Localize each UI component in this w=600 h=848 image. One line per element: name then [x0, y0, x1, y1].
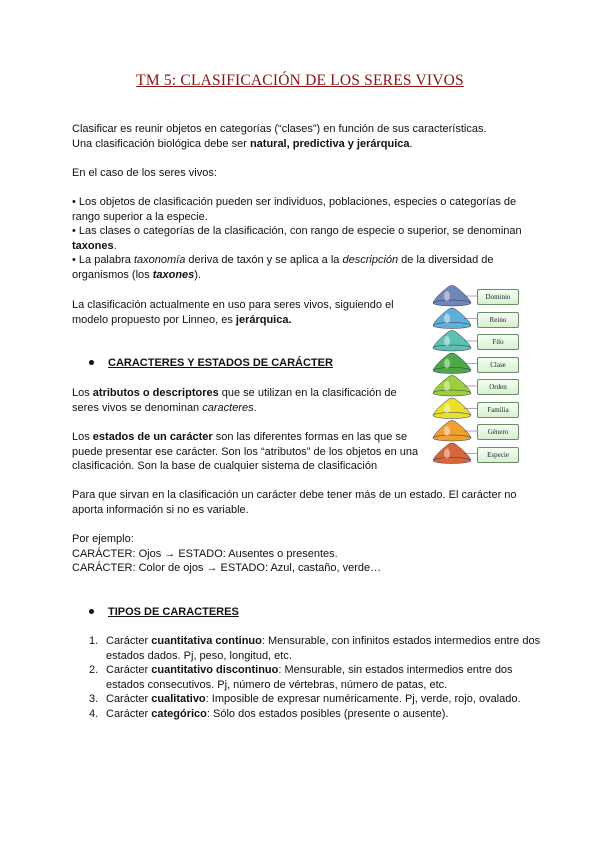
list-item-bold: cualitativo — [151, 693, 206, 706]
taxonomy-level-label: Orden — [477, 379, 519, 395]
list-item-bold: cuantitativa continuo — [151, 635, 262, 647]
taxonomy-level-base — [433, 300, 471, 306]
bullet-3-f: taxones — [152, 268, 195, 281]
bullet-2-bold: taxones — [72, 239, 114, 252]
list-item-number: 3. — [89, 693, 99, 706]
taxonomy-level-label: Familia — [477, 402, 519, 418]
taxonomy-level-base — [433, 390, 471, 396]
attributes-italic: caracteres — [202, 401, 254, 414]
bullet-2-end: . — [113, 239, 117, 252]
taxonomy-level-label: Género — [477, 424, 519, 440]
intro-line-2-pre: Una clasificación biológica debe ser — [72, 137, 250, 150]
bullet-item-1: • Los objetos de clasificación pueden ser individuos, poblaciones, especies o categorías de rango superior a la especie. — [72, 196, 517, 223]
taxonomy-stack-graphic — [430, 283, 530, 468]
list-item — [72, 634, 542, 663]
section-heading-characters-text: CARACTERES Y ESTADOS DE CARÁCTER — [108, 357, 333, 369]
example-label: Por ejemplo: — [72, 533, 134, 545]
attributes-mid: que se utilizan en la clasificación de seres vivos se denominan — [72, 387, 397, 414]
taxonomy-level-base — [433, 323, 471, 329]
attributes-bold: atributos o descriptores — [92, 387, 219, 399]
living-beings-intro: En el caso de los seres vivos: — [72, 167, 217, 179]
taxonomy-level-highlight — [444, 426, 450, 436]
list-item-number: 4. — [89, 707, 99, 720]
list-item — [72, 663, 542, 692]
bullet-3-e: de la diversidad de organismos (los — [72, 254, 494, 281]
taxonomy-level-base — [433, 435, 471, 441]
bullet-3-c: deriva de taxón y se aplica a la — [185, 254, 343, 267]
bullet-3-g: ). — [194, 268, 202, 281]
taxonomy-level-highlight — [444, 404, 450, 414]
taxonomy-pyramid-figure — [430, 283, 530, 468]
bullet-list — [72, 195, 532, 283]
page-title: TM 5: CLASIFICACIÓN DE LOS SERES VIVOS — [136, 72, 464, 89]
intro-paragraph — [72, 122, 532, 151]
intro-line-2-post: . — [409, 137, 413, 150]
list-item-number: 1. — [89, 635, 99, 647]
list-item-pre: Carácter — [106, 707, 152, 720]
list-item-post: : Sólo dos estados posibles (presente o ausente). — [206, 707, 449, 720]
bullet-3-b: taxonomía — [133, 254, 186, 267]
taxonomy-level-label: Reino — [477, 312, 519, 328]
bullet-dot-icon — [89, 360, 94, 365]
attributes-pre: Los — [72, 387, 93, 399]
list-item-bold: categórico — [151, 707, 207, 720]
section-heading-types — [89, 605, 239, 619]
bullet-2-text: • Las clases o categorías de la clasificación, con rango de especie o superior, se denominan — [72, 225, 522, 238]
taxonomy-level-highlight — [444, 314, 450, 324]
list-item — [72, 707, 542, 722]
attributes-paragraph — [72, 386, 422, 415]
bullet-item-3 — [72, 253, 532, 282]
intro-line-1: Clasificar es reunir objetos en categorías (“clases”) en función de sus características. — [72, 123, 487, 135]
hierarchy-text: La clasificación actualmente en uso para seres vivos, siguiendo el modelo propuesto por Linneo, es — [72, 299, 394, 326]
intro-line-2-bold: natural, predictiva y jerárquica — [249, 137, 410, 150]
states-paragraph — [72, 430, 422, 474]
states-pre: Los — [72, 431, 93, 443]
section-heading-characters — [89, 356, 333, 370]
hierarchy-bold: jerárquica. — [235, 313, 292, 326]
example-2: CARÁCTER: Color de ojos → ESTADO: Azul, castaño, verde… — [72, 562, 382, 575]
taxonomy-level-highlight — [444, 449, 450, 459]
list-item-pre: Carácter — [106, 635, 152, 647]
list-item-post: : Mensurable, con infinitos estados intermedios entre dos estados dados. Pj, peso, longitud, etc. — [106, 635, 541, 662]
taxonomy-level-label: Clase — [477, 357, 519, 373]
taxonomy-level-highlight — [444, 381, 450, 391]
example-1: CARÁCTER: Ojos → ESTADO: Ausentes o presentes. — [72, 547, 338, 560]
taxonomy-level-highlight — [444, 336, 450, 346]
attributes-post: . — [253, 401, 257, 414]
taxonomy-level-label: Dominio — [477, 289, 519, 305]
states-post: son las diferentes formas en las que se puede presentar ese carácter. Son los “atributos” de los objetos en una clasificación. Son la base de cualquier sistema de clasificación — [72, 431, 419, 473]
bullet-3-a: • La palabra — [72, 254, 134, 267]
taxonomy-level-highlight — [444, 291, 450, 301]
list-item-number: 2. — [89, 664, 99, 677]
section-heading-types-text: TIPOS DE CARACTERES — [108, 606, 239, 618]
bullet-dot-icon — [89, 609, 94, 614]
hierarchy-paragraph — [72, 298, 422, 327]
list-item-pre: Carácter — [106, 693, 152, 706]
list-item-pre: Carácter — [106, 664, 152, 677]
bullet-item-2 — [72, 224, 532, 253]
list-item-post: : Mensurable, sin estados intermedios entre dos estados consecutivos. Pj, número de vértebras, número de patas, etc. — [106, 664, 513, 691]
list-item-post: : Imposible de expresar numéricamente. Pj, verde, rojo, ovalado. — [205, 693, 521, 706]
taxonomy-level-base — [433, 368, 471, 374]
taxonomy-level-base — [433, 458, 471, 464]
list-item — [72, 692, 542, 707]
variable-note: Para que sirvan en la clasificación un carácter debe tener más de un estado. El carácter no aporta información si no es variable. — [72, 489, 517, 516]
character-types-list — [72, 634, 542, 722]
list-item-bold: cuantitativo discontinuo — [151, 664, 279, 677]
taxonomy-level-highlight — [444, 359, 450, 369]
example-block — [72, 532, 532, 576]
taxonomy-level-label: Filo — [477, 334, 519, 350]
taxonomy-level-base — [433, 413, 471, 419]
taxonomy-level-label: Especie — [477, 447, 519, 463]
bullet-3-d: descripción — [342, 254, 399, 267]
taxonomy-level-base — [433, 345, 471, 351]
states-bold: estados de un carácter — [92, 431, 213, 443]
